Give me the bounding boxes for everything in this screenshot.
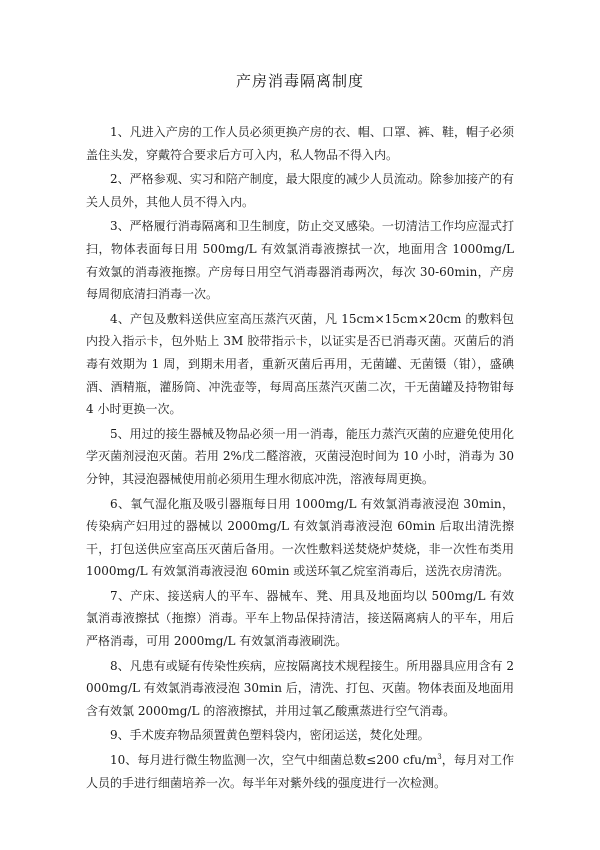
paragraph-9: 9、手术废弃物品须置黄色塑料袋内，密闭运送，焚化处理。 — [110, 728, 430, 743]
paragraph-5: 5、用过的接生器械及物品必须一用一消毒，能压力蒸汽灭菌的应避免使用化学灭菌剂浸泡灭菌。若用 2%戊二醛溶液，灭菌浸泡时间为 10 小时，消毒为 30 分钟，其浸泡器械使用前必须用生理水彻底冲洗，溶液每周更换。 — [86, 426, 514, 486]
paragraph-10 — [86, 749, 514, 794]
paragraph-1: 1、凡进入产房的工作人员必须更换产房的衣、帽、口罩、裤、鞋，帽子必须盖住头发，穿戴符合要求后方可入内，私人物品不得入内。 — [86, 125, 514, 162]
paragraph-3: 3、严格履行消毒隔离和卫生制度，防止交叉感染。一切清洁工作均应湿式打扫，物体表面每日用 500mg/L 有效氯消毒液擦拭一次，地面用含 1000mg/L 有效氯的消毒液拖擦。产房每日用空气消毒器消毒两次，每次 30-60min，产房每周彻底清扫消毒一次。 — [86, 219, 514, 302]
paragraph-8: 8、凡患有或疑有传染性疾病，应按隔离技术规程接生。所用器具应用含有 2000mg/L 有效氯消毒液浸泡 30min 后，清洗、打包、灭菌。物体表面及地面用含有效氯 2000mg/L 的溶液擦拭，并用过氧乙酸熏蒸进行空气消毒。 — [86, 658, 514, 718]
document-title: 产房消毒隔离制度 — [235, 72, 364, 90]
superscript-cubed: 3 — [437, 753, 442, 762]
paragraph-10-text-after: ，每月对工作人员的手进行细菌培养一次。每半年对紫外线的强度进行一次检测。 — [86, 753, 514, 790]
paragraph-2: 2、严格参观、实习和陪产制度，最大限度的减少人员流动。除参加接产的有关人员外，其他人员不得入内。 — [86, 172, 514, 209]
paragraph-7: 7、产床、接送病人的平车、器械车、凳、用具及地面均以 500mg/L 有效氯消毒液擦拭（拖擦）消毒。平车上物品保持清洁，接送隔离病人的平车，用后严格消毒，可用 2000mg/L 有效氯消毒液刷洗。 — [86, 588, 514, 649]
paragraph-10-text-before: 10、每月进行微生物监测一次，空气中细菌总数≤200 cfu/m — [110, 753, 438, 768]
paragraph-6: 6、氧气湿化瓶及吸引器瓶每日用 1000mg/L 有效氯消毒液浸泡 30min，传染病产妇用过的器械以 2000mg/L 有效氯消毒液浸泡 60min 后取出清洗擦干，打包送供应室高压灭菌后备用。一次性敷料送焚烧炉焚烧，非一次性布类用 1000mg/L 有效氯消毒液浸泡 60min 或送环氧乙烷室消毒后，送洗衣房清洗。 — [86, 496, 514, 579]
paragraph-4: 4、产包及敷料送供应室高压蒸汽灭菌，凡 15cm×15cm×20cm 的敷料包内投入指示卡，包外贴上 3M 胶带指示卡，以证实是否已消毒灭菌。灭菌后的消毒有效期为 1 周，到期未用者，重新灭菌后再用，无菌罐、无菌镊（钳），盛碘酒、酒精瓶，灌肠筒、冲洗壶等，每周高压蒸汽灭菌二次，干无菌罐及持物钳每 4 小时更换一次。 — [86, 311, 514, 417]
